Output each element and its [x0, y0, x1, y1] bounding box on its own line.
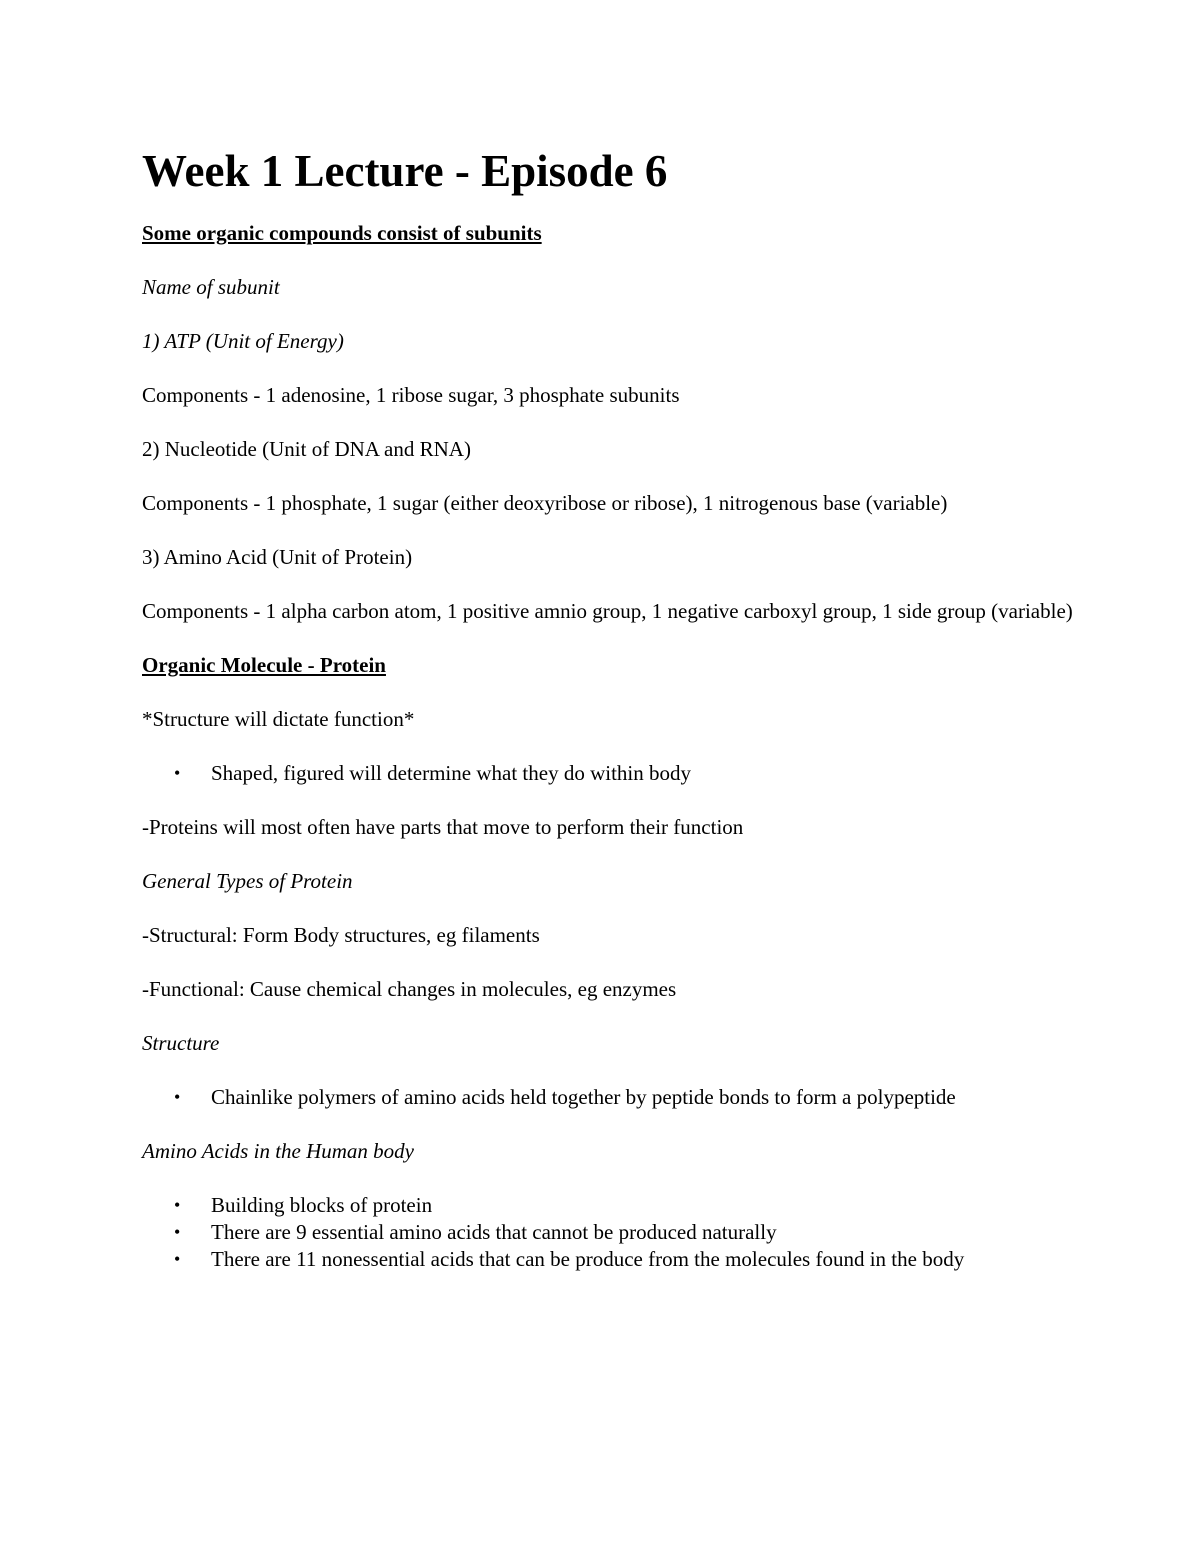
item-nucleotide-components: Components - 1 phosphate, 1 sugar (either deoxyribose or ribose), 1 nitrogenous base (variable) — [142, 491, 948, 515]
bullet-list-shape — [142, 760, 1082, 787]
list-item-text: Shaped, figured will determine what they do within body — [211, 761, 691, 785]
bullet-icon: • — [174, 1195, 181, 1215]
bullet-icon: • — [174, 1222, 181, 1242]
section-heading-subunits: Some organic compounds consist of subunits — [142, 221, 542, 245]
type-functional: -Functional: Cause chemical changes in molecules, eg enzymes — [142, 977, 677, 1001]
item-amino-acid-components: Components - 1 alpha carbon atom, 1 positive amnio group, 1 negative carboxyl group, 1 side group (variable) — [142, 599, 1073, 623]
list-item-text: There are 11 nonessential acids that can be produce from the molecules found in the body — [211, 1247, 965, 1271]
types-label: General Types of Protein — [142, 869, 353, 893]
document-page — [142, 140, 1082, 1300]
bullet-list-structure — [142, 1084, 1082, 1111]
bullet-icon: • — [174, 763, 181, 783]
type-structural: -Structural: Form Body structures, eg filaments — [142, 923, 540, 947]
list-item — [142, 1219, 1082, 1246]
list-item — [142, 1084, 1082, 1111]
list-item-text: Building blocks of protein — [211, 1193, 433, 1217]
structure-note: *Structure will dictate function* — [142, 707, 415, 731]
document-title: Week 1 Lecture - Episode 6 — [142, 146, 668, 196]
list-item-text: There are 9 essential amino acids that cannot be produced naturally — [211, 1220, 777, 1244]
bullet-icon: • — [174, 1087, 181, 1107]
item-atp-components: Components - 1 adenosine, 1 ribose sugar, 3 phosphate subunits — [142, 383, 680, 407]
list-item-text: Chainlike polymers of amino acids held together by peptide bonds to form a polypeptide — [211, 1085, 956, 1109]
proteins-note: -Proteins will most often have parts that move to perform their function — [142, 815, 744, 839]
bullet-icon: • — [174, 1249, 181, 1269]
item-amino-acid-title: 3) Amino Acid (Unit of Protein) — [142, 545, 413, 569]
bullet-list-amino — [142, 1192, 1082, 1273]
list-item — [142, 760, 1082, 787]
structure-label: Structure — [142, 1031, 220, 1055]
item-atp-title: 1) ATP (Unit of Energy) — [142, 329, 344, 353]
amino-label: Amino Acids in the Human body — [142, 1139, 414, 1163]
list-item — [142, 1192, 1082, 1219]
list-item — [142, 1246, 1082, 1273]
item-nucleotide-title: 2) Nucleotide (Unit of DNA and RNA) — [142, 437, 471, 461]
section-heading-protein: Organic Molecule - Protein — [142, 653, 386, 677]
subunit-label: Name of subunit — [142, 275, 280, 299]
